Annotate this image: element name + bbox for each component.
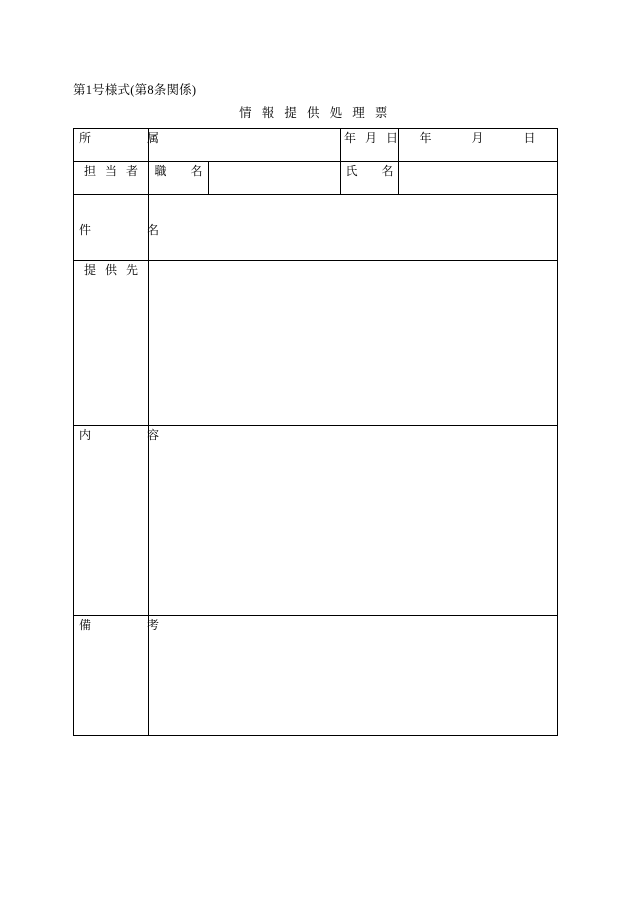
label-date (341, 129, 402, 162)
table-row-shozoku (74, 129, 558, 162)
table-row-teikyousaki (74, 261, 558, 426)
field-kenmei[interactable] (149, 195, 558, 261)
bikou-label-text: 備 考 (79, 618, 165, 632)
kenmei-label-text: 件 名 (79, 223, 165, 237)
naiyou-label-text: 内 容 (79, 428, 165, 442)
shimei-label-text: 氏 名 (345, 164, 394, 178)
information-provision-form-table (73, 128, 558, 736)
form-number: 第1号様式(第8条関係) (73, 83, 197, 97)
teikyousaki-label-text: 提 供 先 (83, 263, 141, 277)
label-shozoku (74, 129, 165, 162)
tantousha-label-text: 担 当 者 (83, 164, 141, 178)
label-kenmei (74, 195, 165, 261)
field-bikou[interactable] (149, 616, 558, 736)
label-teikyousaki (74, 261, 149, 426)
date-label-text: 年 月 日 (344, 131, 402, 145)
field-shimei[interactable] (399, 162, 558, 195)
label-naiyou (74, 426, 165, 616)
table-row-bikou (74, 616, 558, 736)
field-naiyou[interactable] (149, 426, 558, 616)
date-value: 年 月 日 (419, 131, 537, 145)
table-row-naiyou (74, 426, 558, 616)
shokumei-label-text: 職 名 (154, 164, 203, 178)
shozoku-label-text: 所 属 (79, 131, 165, 145)
label-shokumei (149, 162, 209, 195)
page-title: 情 報 提 供 処 理 票 (239, 106, 391, 120)
label-bikou (74, 616, 165, 736)
table-row-tantousha (74, 162, 558, 195)
field-date[interactable] (399, 129, 558, 162)
label-shimei (341, 162, 399, 195)
field-shozoku[interactable] (149, 129, 341, 162)
field-shokumei[interactable] (209, 162, 341, 195)
table-row-kenmei (74, 195, 558, 261)
label-tantousha (74, 162, 149, 195)
field-teikyousaki[interactable] (149, 261, 558, 426)
